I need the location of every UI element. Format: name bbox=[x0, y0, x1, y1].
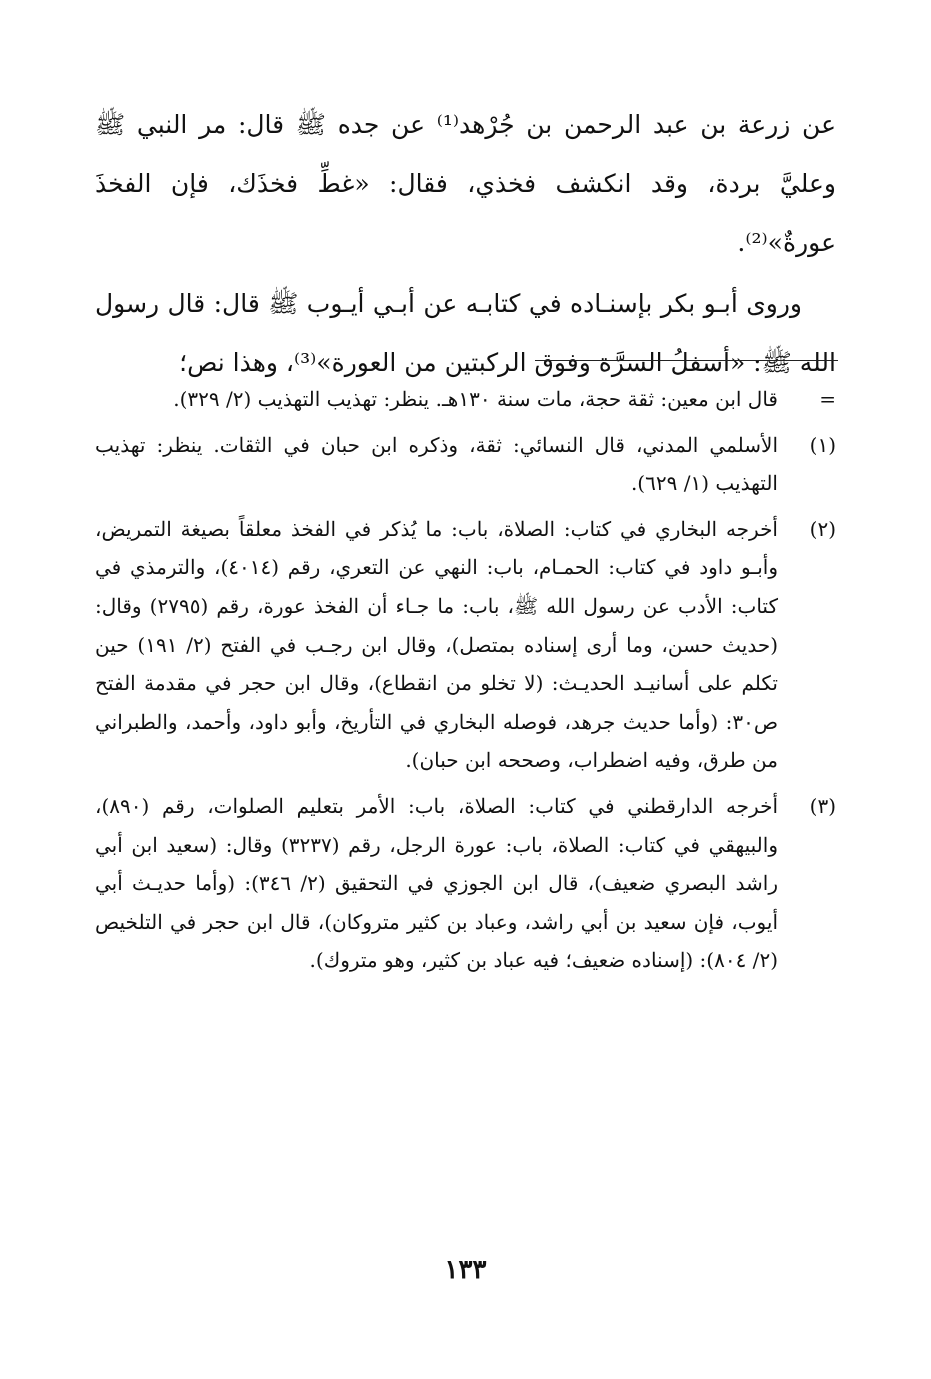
footnote-2 bbox=[95, 510, 836, 780]
main-text bbox=[95, 95, 836, 392]
footnote-marker: (٢) bbox=[809, 516, 836, 541]
page-number: ١٣٣ bbox=[444, 1255, 487, 1285]
footnote-continuation bbox=[95, 380, 836, 419]
main-paragraph-2: وروى أبـو بكر بإسنـاده في كتابـه عن أبـي أيـوب ﷺ قال: قال رسول الله ﷺ: «أسفلُ السرَّة وفوق الركبتين من العورة»⁽³⁾، وهذا نص؛ bbox=[95, 289, 836, 377]
footnote-marker: = bbox=[819, 387, 836, 411]
main-paragraph-1: عن زرعة بن عبد الرحمن بن جُرْهد⁽¹⁾ عن جده ﷺ قال: مر النبي ﷺ وعليَّ بردة، وقد انكشف فخذي، فقال: «غطِّ فخذَك، فإن الفخذَ عورةٌ»⁽²⁾. bbox=[95, 110, 836, 257]
footnote-1 bbox=[95, 426, 836, 503]
footnote-marker: (١) bbox=[809, 432, 836, 457]
footnote-marker: (٣) bbox=[809, 793, 836, 818]
footnote-text: أخرجه البخاري في كتاب: الصلاة، باب: ما يُذكر في الفخذ معلقاً بصيغة التمريض، وأبـو داود في كتاب: الحمـام، باب: النهي عن التعري، رقم (٤٠١٤)، والترمذي في كتاب: الأدب عن رسول الله ﷺ، باب: ما جـاء أن الفخذ عورة، رقم (٢٧٩٥) وقال: (حديث حسن، وما أرى إسناده بمتصل)، وقال ابن رجـب في الفتح (٢/ ١٩١) حين تكلم على أسانيـد الحديـث: (لا تخلو من انقطاع)، وقال ابن حجر في مقدمة الفتح ص٣٠: (وأما حديث جرهد، فوصله البخاري في التأريخ، وأبو داود، وأحمد، والطبراني من طرق، وفيه اضطراب، وصححه ابن حبان). bbox=[95, 516, 779, 773]
footnote-3 bbox=[95, 787, 836, 980]
footnote-separator bbox=[535, 360, 838, 361]
footnote-text: أخرجه الدارقطني في كتاب: الصلاة، باب: الأمر بتعليم الصلوات، رقم (٨٩٠)، والبيهقي في كتاب: الصلاة، باب: عورة الرجل، رقم (٣٢٣٧) وقال: (سعيد ابن أبي راشد البصري ضعيف)، قال ابن الجوزي في التحقيق (٢/ ٣٤٦): (وأما حديـث أبي أيوب، فإن سعيد بن أبي راشد، وعباد بن كثير متروكان)، قال ابن حجر في التلخيص (٢/ ٨٠٤): (إسناده ضعيف؛ فيه عباد بن كثير، وهو متروك). bbox=[95, 793, 778, 973]
footnote-text: الأسلمي المدني، قال النسائي: ثقة، وذكره ابن حبان في الثقات. ينظر: تهذيب التهذيب (١/ ٦٢٩). bbox=[95, 432, 778, 496]
footnotes bbox=[95, 380, 836, 987]
footnote-text: قال ابن معين: ثقة حجة، مات سنة ١٣٠هـ. ينظر: تهذيب التهذيب (٢/ ٣٢٩). bbox=[173, 387, 778, 411]
